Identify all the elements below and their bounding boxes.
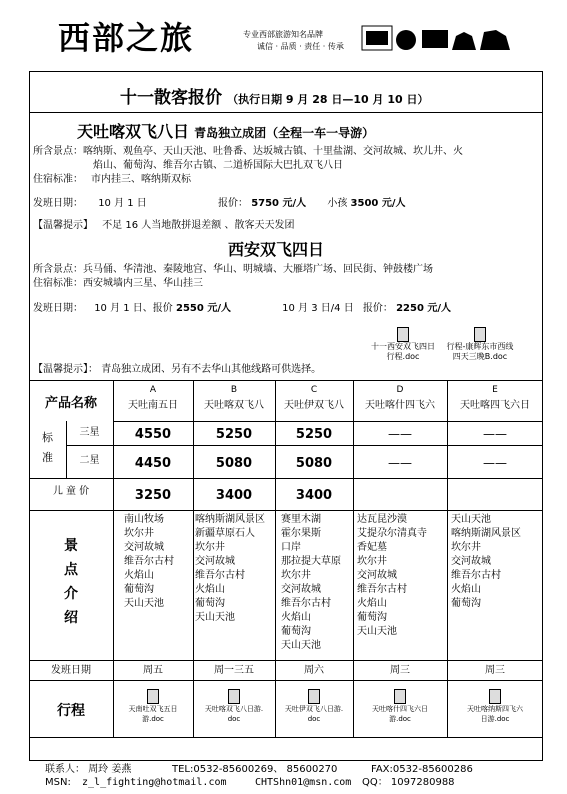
product-header-e: E 天吐喀四飞六日 [460, 385, 530, 411]
list-item: 维吾尔古村 [451, 570, 501, 581]
list-item: 新疆草原石人 [195, 528, 255, 539]
list-item: 葡萄沟 [281, 626, 311, 637]
list-item: 天山天池 [281, 640, 321, 651]
list-item: 火焰山 [124, 570, 154, 581]
list-item: 葡萄沟 [124, 584, 154, 595]
list-item: 交河故城 [281, 584, 321, 595]
list-item: 葡萄沟 [451, 598, 481, 609]
list-item: 坎尔井 [451, 542, 481, 553]
sights-list-e [451, 513, 521, 611]
sights-list-d [357, 513, 427, 639]
list-item: 天山天池 [124, 598, 164, 609]
list-item: 维吾尔古村 [281, 598, 331, 609]
tour1-tip: 【温馨提示】 不足 16 人当地散拼退差额 、散客天天发团 [33, 220, 295, 231]
list-item: 霍尔果斯 [281, 528, 321, 539]
departure-a: 周五 [143, 665, 163, 676]
three-star-label: 三星 [79, 427, 100, 438]
header [0, 0, 567, 70]
sights-label: 景 点 介 绍 [64, 538, 78, 626]
list-item: 坎尔井 [124, 528, 154, 539]
footer-tel: TEL:0532-85600269、 85600270 [172, 764, 338, 775]
list-item: 喀纳斯湖风景区 [451, 528, 521, 539]
list-item: 天山天池 [451, 514, 491, 525]
price-three-star-d: —— [388, 427, 412, 441]
footer-msn2[interactable]: CHTShn01@msn.com [255, 777, 352, 788]
list-item: 交河故城 [451, 556, 491, 567]
silhouette-icons [360, 22, 520, 56]
list-item: 天山天池 [195, 612, 235, 623]
file-kanghui-itinerary[interactable]: 行程-康辉东市西线 四天三晚B.doc [440, 327, 520, 362]
price-two-star-c: 5080 [295, 456, 333, 471]
list-item: 维吾尔古村 [195, 570, 245, 581]
word-doc-icon [147, 689, 159, 704]
footer-qq: QQ： 1097280988 [362, 777, 455, 788]
list-item: 火焰山 [357, 598, 387, 609]
list-item: 葡萄沟 [195, 598, 225, 609]
slogan-line1: 专业西部旅游知名品牌 [243, 30, 323, 39]
two-star-label: 二星 [79, 455, 100, 466]
product-header-d: D 天吐喀什四飞六 [365, 385, 435, 411]
list-item: 香妃墓 [357, 542, 387, 553]
word-doc-icon [308, 689, 320, 704]
child-price-label: 儿 童 价 [52, 486, 90, 497]
tour2-tip: 【温馨提示】： 青岛独立成团、另有不去华山其他线路可供选择。 [33, 364, 322, 375]
price-three-star-b: 5250 [215, 427, 253, 442]
departure-label: 发班日期 [51, 665, 91, 676]
camel-icon [452, 32, 476, 50]
list-item: 赛里木湖 [281, 514, 321, 525]
itinerary-file-b[interactable]: 天吐喀双飞八日游. doc [193, 689, 275, 724]
list-item: 南山牧场 [124, 514, 164, 525]
price-three-star-c: 5250 [295, 427, 333, 442]
price-three-star-a: 4550 [134, 427, 172, 442]
price-two-star-e: —— [483, 456, 507, 470]
tour2-title: 西安双飞四日 [228, 240, 325, 259]
tour2-dates: 发班日期： 10 月 1 日、报价 2550 元/人 10 月 3 日/4 日 报价： 2250 元/人 [33, 303, 452, 314]
ship-icon [422, 30, 448, 48]
list-item: 天山天池 [357, 626, 397, 637]
bull-icon [396, 30, 416, 50]
list-item: 维吾尔古村 [124, 556, 174, 567]
itinerary-file-a[interactable]: 天南吐双飞五日 游.doc [113, 689, 193, 724]
list-item: 坎尔井 [195, 542, 225, 553]
price-two-star-d: —— [388, 456, 412, 470]
list-item: 火焰山 [195, 584, 225, 595]
word-doc-icon [489, 689, 501, 704]
departure-c: 周六 [304, 665, 324, 676]
list-item: 那拉提大草原 [281, 556, 341, 567]
tour1-dates: 发班日期： 10 月 1 日 报价： 5750 元/人 小孩 3500 元/人 [33, 198, 406, 209]
horse-icon [480, 30, 510, 50]
itinerary-label: 行程 [57, 703, 85, 719]
list-item: 喀纳斯湖风景区 [195, 514, 265, 525]
product-name-label: 产品名称 [44, 396, 97, 411]
list-item: 维吾尔古村 [357, 584, 407, 595]
footer-msn: MSN: z_l_fighting@hotmail.com [45, 777, 227, 788]
price-two-star-a: 4450 [134, 456, 172, 471]
word-doc-icon [394, 689, 406, 704]
departure-d: 周三 [390, 665, 410, 676]
list-item: 坎尔井 [281, 570, 311, 581]
list-item: 艾提尕尔清真寺 [357, 528, 427, 539]
itinerary-file-e[interactable]: 天吐喀纳斯四飞六 日游.doc [447, 689, 543, 724]
word-doc-icon [474, 327, 486, 342]
product-header-c: C 天吐伊双飞八 [284, 385, 344, 411]
list-item: 火焰山 [451, 584, 481, 595]
footer-contacts: 联系人： 周玲 姜燕 [45, 764, 132, 775]
list-item: 达瓦昆沙漠 [357, 514, 407, 525]
list-item: 葡萄沟 [357, 612, 387, 623]
tour1-title: 天吐喀双飞八日 青岛独立成团（全程一车一导游） [77, 122, 375, 141]
price-two-star-b: 5080 [215, 456, 253, 471]
list-item: 火焰山 [281, 612, 311, 623]
file-xian-itinerary[interactable]: 十一西安双飞四日 行程.doc [367, 327, 439, 362]
departure-e: 周三 [485, 665, 505, 676]
child-price-a: 3250 [134, 488, 172, 503]
list-item: 口岸 [281, 542, 301, 553]
slogan-line2: 诚信 · 品质 · 责任 · 传承 [257, 42, 344, 51]
sights-list-c [281, 513, 341, 653]
sights-list-b [195, 513, 265, 625]
footer-fax: FAX:0532-85600286 [371, 764, 473, 775]
logo: 西部之旅 [58, 19, 195, 57]
itinerary-file-c[interactable]: 天吐伊双飞八日游. doc [275, 689, 353, 724]
product-header-b: B 天吐喀双飞八 [204, 385, 264, 411]
child-price-b: 3400 [215, 488, 253, 503]
divider [29, 112, 543, 113]
standard-label: 标 准 [42, 431, 53, 464]
list-item: 坎尔井 [357, 556, 387, 567]
price-three-star-e: —— [483, 427, 507, 441]
list-item: 交河故城 [195, 556, 235, 567]
word-doc-icon [228, 689, 240, 704]
tour2-sights: 所含景点：兵马俑、华清池、秦陵地宫、华山、明城墙、大雁塔广场、回民街、钟鼓楼广场 住宿标准：西安城墙内三星、华山挂三 [33, 264, 433, 289]
page-title: 十一散客报价 （执行日期 9 月 28 日—10 月 10 日） [120, 88, 429, 108]
tour1-sights: 所含景点：喀纳斯、观鱼亭、天山天池、吐鲁番、达坂城古镇、十里盐湖、交河故城、坎儿井、火 焰山、葡萄沟、维吾尔古镇、二道桥国际大巴扎双飞八日 住宿标准： 市内挂三、喀纳斯双标 [33, 146, 463, 185]
word-doc-icon [397, 327, 409, 342]
child-price-c: 3400 [295, 488, 333, 503]
product-header-a: A 天吐南五日 [128, 385, 178, 411]
itinerary-file-d[interactable]: 天吐喀什四飞六日 游.doc [353, 689, 447, 724]
departure-b: 周一三五 [214, 665, 254, 676]
list-item: 交河故城 [357, 570, 397, 581]
list-item: 交河故城 [124, 542, 164, 553]
sights-list-a [124, 513, 174, 611]
